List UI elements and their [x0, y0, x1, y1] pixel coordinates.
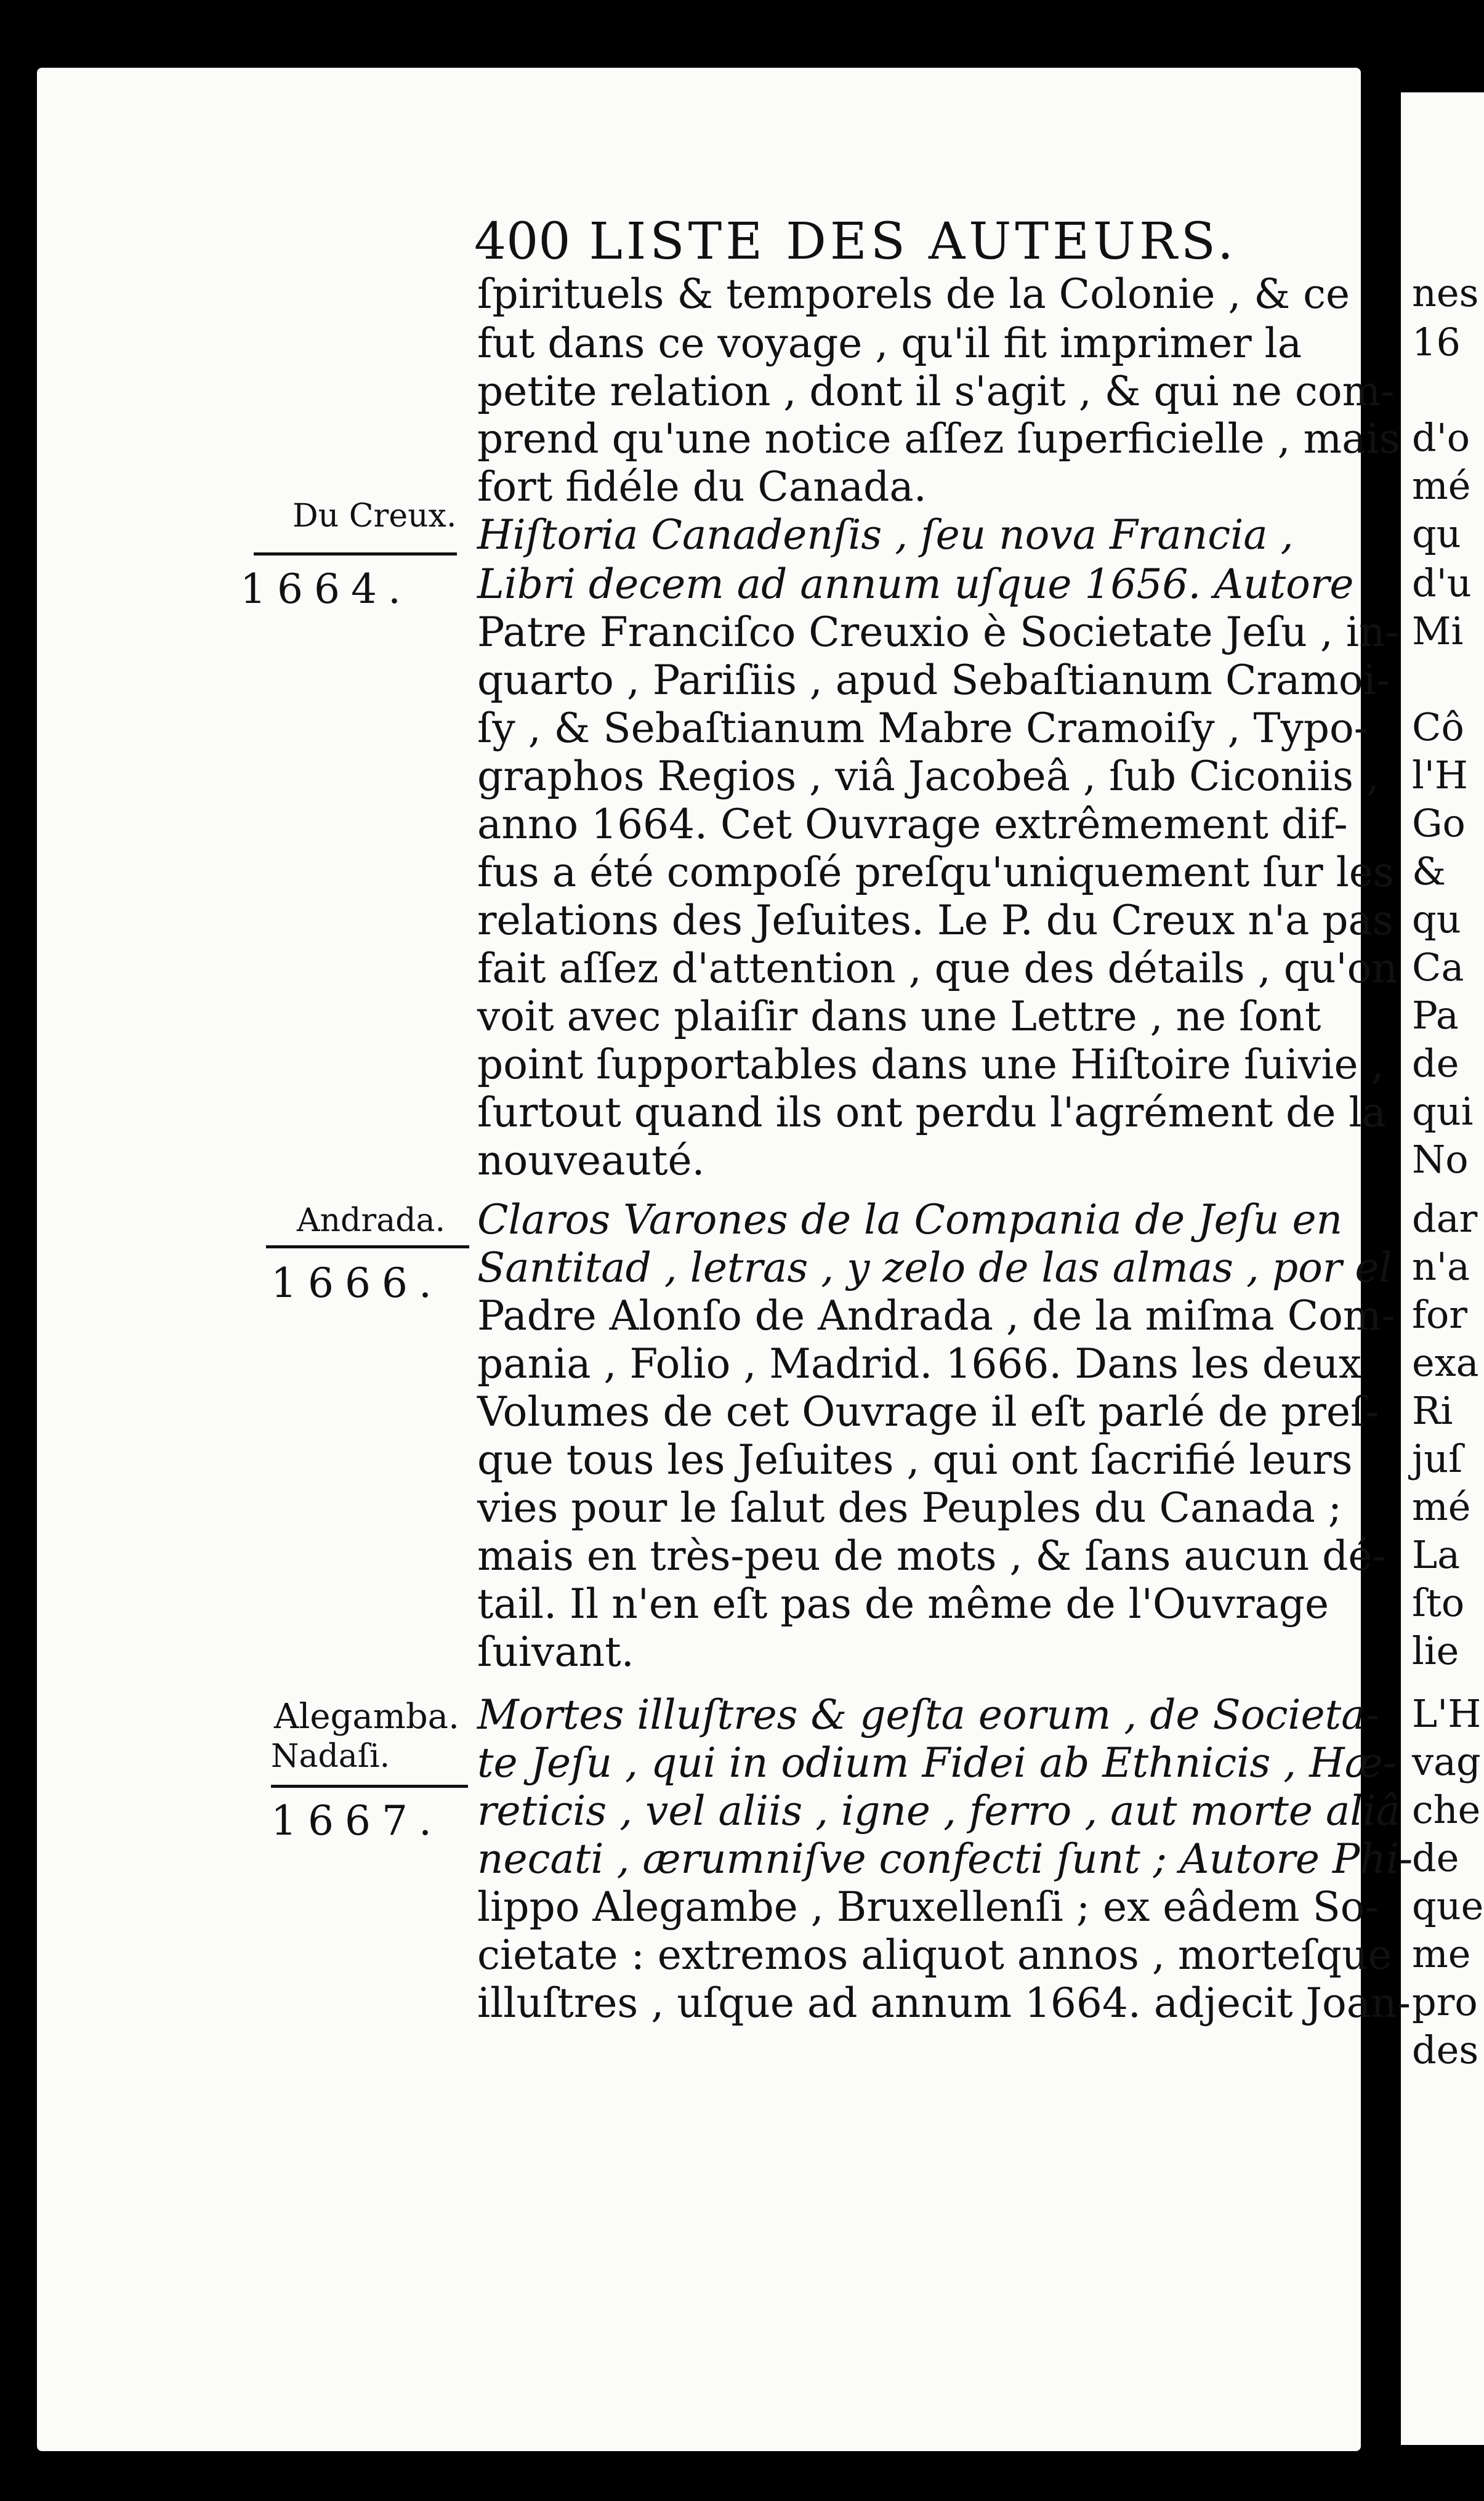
body-text-line: vies pour le ſalut des Peuples du Canada ; — [477, 1484, 1342, 1532]
adjacent-page-strip — [1401, 92, 1484, 2445]
body-text-line: mais en très-peu de mots , & ſans aucun dé- — [477, 1532, 1386, 1580]
adjacent-page-fragment: qu — [1412, 897, 1461, 942]
body-text-line: Hiſtoria Canadenſis , ſeu nova Francia , — [477, 511, 1294, 559]
body-text-line: anno 1664. Cet Ouvrage extrêmement dif- — [477, 801, 1348, 848]
body-text-line: ſy , & Sebaſtianum Mabre Cramoiſy , Typo- — [477, 705, 1368, 752]
adjacent-page-fragment: pro — [1412, 1979, 1478, 2024]
body-text-line: Volumes de cet Ouvrage il eſt parlé de preſ- — [477, 1388, 1379, 1436]
adjacent-page-fragment: Ca — [1412, 945, 1464, 990]
adjacent-page-fragment: Mi — [1412, 608, 1464, 653]
adjacent-page-fragment: des — [1412, 2027, 1479, 2072]
adjacent-page-fragment: qui — [1412, 1089, 1474, 1134]
body-text-line: Patre Franciſco Creuxio è Societate Jeſu , in- — [477, 608, 1399, 656]
adjacent-page-fragment: nes — [1412, 270, 1479, 315]
adjacent-page-fragment: de — [1412, 1041, 1459, 1086]
body-text-line: fus a été compoſé preſqu'uniquement ſur les — [477, 849, 1394, 896]
adjacent-page-fragment: Go — [1412, 801, 1466, 846]
adjacent-page-fragment: exa — [1412, 1340, 1479, 1385]
running-head-title: LISTE DES AUTEURS. — [589, 212, 1238, 271]
body-text-line: voit avec plaiſir dans une Lettre , ne ſont — [477, 993, 1321, 1040]
margin-rule — [254, 552, 457, 556]
body-text-line: tail. Il n'en eſt pas de même de l'Ouvrage — [477, 1580, 1329, 1628]
adjacent-page-fragment: que — [1412, 1883, 1484, 1928]
body-text-line: que tous les Jeſuites , qui ont ſacrifié leurs — [477, 1436, 1353, 1484]
adjacent-page-fragment: l'H — [1412, 753, 1468, 798]
margin-year-1667: 1667. — [271, 1797, 443, 1844]
adjacent-page-fragment: mé — [1412, 1484, 1471, 1529]
body-text-line: relations des Jeſuites. Le P. du Creux n'a pas — [477, 897, 1393, 944]
margin-year-1666: 1666. — [271, 1259, 443, 1307]
body-text-line: te Jeſu , qui in odium Fidei ab Ethnicis , Hæ- — [477, 1739, 1397, 1787]
body-text-line: cietate : extremos aliquot annos , morteſque — [477, 1931, 1392, 1979]
page-number: 400 — [474, 212, 571, 271]
body-text-line: pania , Folio , Madrid. 1666. Dans les deux — [477, 1340, 1361, 1388]
margin-year-1664: 1664. — [240, 565, 412, 613]
adjacent-page-fragment: ſto — [1412, 1580, 1465, 1625]
body-text-line: necati , ærumniſve confecti ſunt ; Autore Phi- — [477, 1835, 1413, 1883]
margin-rule — [271, 1785, 468, 1788]
body-text-line: quarto , Pariſiis , apud Sebaſtianum Cramoi- — [477, 657, 1390, 704]
body-text-line: ſpirituels & temporels de la Colonie , & ce — [477, 270, 1350, 318]
body-text-line: reticis , vel aliis , igne , ferro , aut morte aliâ — [477, 1787, 1400, 1835]
running-header — [474, 212, 1237, 271]
body-text-line: Mortes illuſtres & geſta eorum , de Societa- — [477, 1691, 1379, 1739]
adjacent-page-fragment: Pa — [1412, 993, 1459, 1038]
page-dot-mark — [373, 83, 390, 102]
adjacent-page-fragment: for — [1412, 1292, 1467, 1337]
body-text-line: ſuivant. — [477, 1628, 634, 1676]
body-text-line: Padre Alonſo de Andrada , de la miſma Com- — [477, 1292, 1395, 1339]
body-text-line: Libri decem ad annum uſque 1656. Autore — [477, 560, 1354, 608]
adjacent-page-fragment: d'u — [1412, 560, 1472, 605]
adjacent-page-fragment: vag — [1412, 1739, 1481, 1784]
body-text-line: nouveauté. — [477, 1137, 705, 1184]
body-text-line: graphos Regios , viâ Jacobeâ , ſub Ciconiis , — [477, 753, 1379, 800]
adjacent-page-fragment: me — [1412, 1931, 1471, 1976]
body-text-line: Santitad , letras , y zelo de las almas , por el — [477, 1244, 1392, 1291]
adjacent-page-fragment: lie — [1412, 1628, 1459, 1673]
adjacent-page-fragment: n'a — [1412, 1244, 1470, 1289]
margin-rule — [266, 1245, 469, 1248]
body-text-line: prend qu'une notice aſſez ſuperficielle , mais — [477, 415, 1400, 463]
adjacent-page-fragment: che — [1412, 1787, 1481, 1832]
adjacent-page-fragment: Ri — [1412, 1388, 1453, 1433]
adjacent-page-fragment: Cô — [1412, 705, 1464, 749]
adjacent-page-fragment: La — [1412, 1532, 1461, 1577]
body-text-line: Claros Varones de la Compania de Jeſu en — [477, 1196, 1343, 1243]
adjacent-page-fragment: 16 — [1412, 320, 1461, 365]
adjacent-page-fragment: dar — [1412, 1196, 1478, 1241]
body-text-line: lippo Alegambe , Bruxellenſi ; ex eâdem So- — [477, 1883, 1379, 1931]
margin-author-alegamba: Alegamba. — [274, 1697, 459, 1737]
adjacent-page-fragment: mé — [1412, 463, 1471, 508]
margin-author-nadasi: Nadaſi. — [271, 1738, 390, 1775]
body-text-line: petite relation , dont il s'agit , & qui ne com- — [477, 368, 1395, 415]
body-text-line: point ſupportables dans une Hiſtoire ſuivie , — [477, 1041, 1384, 1088]
body-text-line: ſurtout quand ils ont perdu l'agrément de la — [477, 1089, 1386, 1136]
adjacent-page-fragment: d'o — [1412, 415, 1470, 460]
adjacent-page-fragment: L'H — [1412, 1691, 1482, 1736]
margin-author-andrada: Andrada. — [297, 1202, 446, 1239]
body-text-line: illuſtres , uſque ad annum 1664. adjecit Joan- — [477, 1979, 1411, 2027]
adjacent-page-fragment: No — [1412, 1137, 1469, 1182]
body-text-line: fort fidéle du Canada. — [477, 463, 927, 511]
margin-author-ducreux: Du Creux. — [292, 498, 457, 535]
adjacent-page-fragment: & — [1412, 849, 1446, 894]
body-text-line: fait aſſez d'attention , que des détails , qu'on — [477, 945, 1398, 992]
adjacent-page-fragment: qu — [1412, 511, 1461, 556]
adjacent-page-fragment: de — [1412, 1835, 1459, 1880]
adjacent-page-fragment: juſ — [1412, 1436, 1463, 1481]
body-text-line: fut dans ce voyage , qu'il fit imprimer la — [477, 320, 1302, 367]
